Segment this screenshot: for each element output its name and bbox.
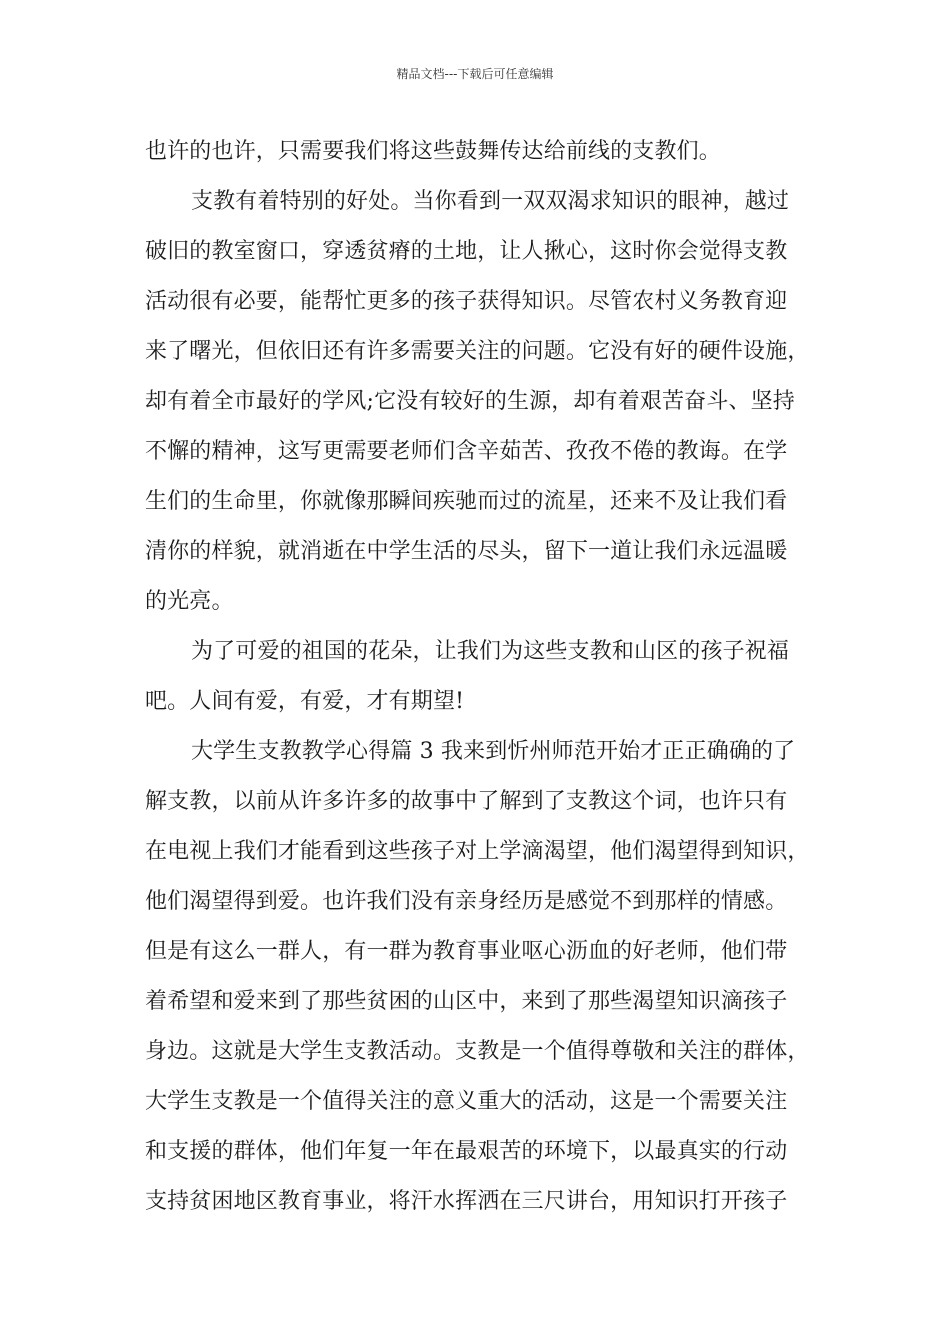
text-line: 身边。这就是大学生支教活动。支教是一个值得尊敬和关注的群体， [145,1039,810,1064]
text-line: 和支援的群体，他们年复一年在最艰苦的环境下，以最真实的行动 [145,1139,788,1164]
page-header: 精品文档---下载后可任意编辑 [396,67,554,81]
text-line: 不懈的精神，这写更需要老师们含辛茹苦、孜孜不倦的教诲。在学 [145,439,788,464]
text-line: 支教有着特别的好处。当你看到一双双渴求知识的眼神，越过 [191,189,790,214]
text-line: 生们的生命里，你就像那瞬间疾驰而过的流星，还来不及让我们看 [145,489,788,514]
text-line: 解支教，以前从许多许多的故事中了解到了支教这个词，也许只有 [145,789,788,814]
text-line: 来了曙光，但依旧还有许多需要关注的问题。它没有好的硬件设施， [145,339,810,364]
text-line: 活动很有必要，能帮忙更多的孩子获得知识。尽管农村义务教育迎 [145,289,788,314]
text-line: 在电视上我们才能看到这些孩子对上学滴渴望，他们渴望得到知识， [145,839,810,864]
text-line: 大学生支教教学心得篇 3 我来到忻州师范开始才正正确确的了 [191,739,796,764]
text-line: 他们渴望得到爱。也许我们没有亲身经历是感觉不到那样的情感。 [145,889,788,914]
text-line: 的光亮。 [145,589,234,614]
text-line: 支持贫困地区教育事业，将汗水挥洒在三尺讲台，用知识打开孩子 [145,1189,788,1214]
text-line: 破旧的教室窗口，穿透贫瘠的土地，让人揪心，这时你会觉得支教 [145,239,788,264]
text-line: 但是有这么一群人，有一群为教育事业呕心沥血的好老师，他们带 [145,939,788,964]
text-line: 也许的也许，只需要我们将这些鼓舞传达给前线的支教们。 [145,139,721,164]
text-line: 却有着全市最好的学风;它没有较好的生源，却有着艰苦奋斗、坚持 [145,389,795,414]
text-line: 为了可爱的祖国的花朵，让我们为这些支教和山区的孩子祝福 [191,639,790,664]
text-line: 大学生支教是一个值得关注的意义重大的活动，这是一个需要关注 [145,1089,788,1114]
text-line: 着希望和爱来到了那些贫困的山区中，来到了那些渴望知识滴孩子 [145,989,788,1014]
text-line: 吧。人间有爱，有爱，才有期望! [145,689,465,714]
text-line: 清你的样貌，就消逝在中学生活的尽头，留下一道让我们永远温暖 [145,539,788,564]
document-body [145,127,810,1227]
